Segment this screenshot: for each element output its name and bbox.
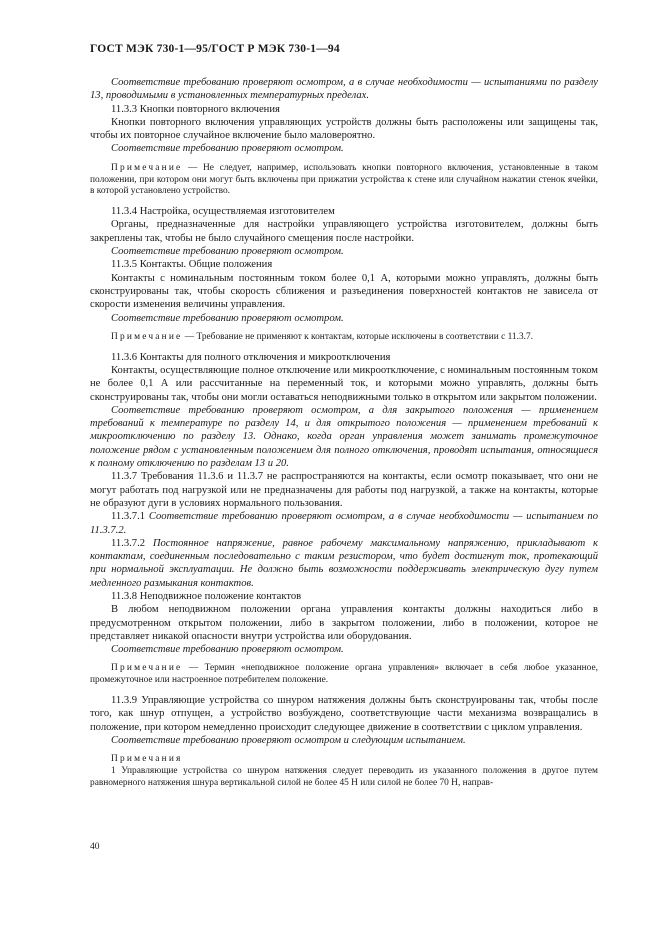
paragraph-compliance-inspection: Соответствие требованию проверяют осмотром. xyxy=(111,312,344,324)
section-11-3-9: 11.3.9 Управляющие устройства со шнуром натяжения должны быть сконструированы так, чтобы после того, как шнур отпущен, а устройство возбуждено, соответствующие части механизма возвращались в положение, при котором немедленно происходит следующее движение в соответствии с циклом управления. xyxy=(90,695,598,733)
paragraph-contacts-general: Контакты с номинальным постоянным током более 0,1 А, которыми можно управлять, должны быть сконструированы так, чтобы скорость сближения и разъединения поверхностей контактов не зависела от скорости изменения величины управления. xyxy=(90,272,598,311)
page-header: ГОСТ МЭК 730-1—95/ГОСТ Р МЭК 730-1—94 xyxy=(90,43,340,55)
section-11-3-7-2 xyxy=(90,537,598,590)
paragraph-manufacturer-adjustment: Органы, предназначенные для настройки управляющего устройства изготовителем, должны быть закреплены так, чтобы не было случайного смещения после настройки. xyxy=(90,219,598,244)
note-label: Примечание xyxy=(111,663,183,674)
paragraph-compliance-test: Соответствие требованию проверяют осмотром и следующим испытанием. xyxy=(111,734,466,746)
paragraph-compliance-inspection: Соответствие требованию проверяют осмотром. xyxy=(111,246,344,258)
clause-text: Соответствие требованию проверяют осмотром, а в случае необходимости — испытанием по 11.3.7.2. xyxy=(90,511,598,536)
paragraph-compliance-inspection: Соответствие требованию проверяют осмотром. xyxy=(111,644,344,656)
notes-heading: Примечания xyxy=(111,754,183,765)
section-11-3-7-1 xyxy=(90,510,598,537)
section-heading-11-3-6: 11.3.6 Контакты для полного отключения и микроотключения xyxy=(111,351,391,363)
note-text: — Не следует, например, использовать кнопки повторного включения, установленные в таком положении, при котором они могут быть включены при прижатии устройства к стене или случайном нажатии стенок ячейки, в которой установлено устройство. xyxy=(90,162,599,197)
clause-text: Постоянное напряжение, равное рабочему максимальному напряжению, прикладывают к контактам, соединенным последовательно с таким резистором, что будет достигнут ток, протекающий при нормальной эксплуатации. Не должно быть возможности поддерживать электрическую дугу путем медленного размыкания контактов. xyxy=(90,537,598,589)
page-content xyxy=(90,76,598,790)
section-11-3-7: 11.3.7 Требования 11.3.6 и 11.3.7 не распространяются на контакты, если осмотр показывает, что они не могут работать под нагрузкой или не предназначены для работы под нагрузкой, а также на контакты, которые не образуют дуги в условиях нормального пользования. xyxy=(90,471,598,509)
note-reset-buttons xyxy=(90,163,598,198)
page-number: 40 xyxy=(90,842,100,852)
note-fixed-position xyxy=(90,663,598,687)
paragraph-disconnection-contacts: Контакты, осуществляющие полное отключение или микроотключение, с номинальным постоянным током не более 0,1 А или рассчитанные на переменный ток, и которыми можно управлять, должны быть сконструированы так, чтобы они могли оставаться неподвижными только в открытом или закрытом положении. xyxy=(90,364,598,403)
paragraph-fixed-position: В любом неподвижном положении органа управления контакты должны находиться либо в предусмотренном открытом положении, либо в закрытом положении, либо в положении, которое не представляет никакой опасности внутри устройства или оборудования. xyxy=(90,604,598,642)
paragraph-reset-buttons: Кнопки повторного включения управляющих устройств должны быть расположены или защищены так, чтобы их повторное случайное включение было маловероятно. xyxy=(90,116,598,142)
section-heading-11-3-3: 11.3.3 Кнопки повторного включения xyxy=(111,103,280,115)
note-text: — Термин «неподвижное положение органа управления» включает в себя любое указанное, промежуточное или настроенное потребителем положение. xyxy=(90,663,598,686)
paragraph-compliance-temperature: Соответствие требованию проверяют осмотром, а для закрытого положения — применением требований к температуре по разделу 14, и для открытого положения — применением требований к микроотключению по разделу 13. Однако, когда орган управления может занимать промежуточное положение рядом с установленным положением для полного отключения, проводят испытания, относящиеся к полному отключению по разделам 13 и 20. xyxy=(90,404,598,470)
paragraph-compliance-13: Соответствие требованию проверяют осмотром, а в случае необходимости — испытаниями по разделу 13, проводимыми в установленных температурных пределах. xyxy=(90,77,598,102)
note-pull-cord: 1 Управляющие устройства со шнуром натяжения следует переводить из указанного положения в другое путем равномерного натяжения шнура вертикальной силой не более 45 Н или силой не более 70 Н, направ- xyxy=(90,766,598,788)
note-label: Примечание xyxy=(111,331,183,342)
note-label: Примечание xyxy=(111,162,183,173)
section-heading-11-3-5: 11.3.5 Контакты. Общие положения xyxy=(111,259,273,271)
note-text: — Требование не применяют к контактам, которые исключены в соответствии с 11.3.7. xyxy=(184,331,534,342)
section-heading-11-3-4: 11.3.4 Настройка, осуществляемая изготовителем xyxy=(111,206,335,218)
clause-number: 11.3.7.1 xyxy=(111,511,146,523)
section-heading-11-3-8: 11.3.8 Неподвижное положение контактов xyxy=(111,590,302,602)
paragraph-compliance-inspection: Соответствие требованию проверяют осмотром. xyxy=(111,143,344,155)
note-contacts-exclusion xyxy=(90,332,598,344)
clause-number: 11.3.7.2 xyxy=(111,537,146,549)
